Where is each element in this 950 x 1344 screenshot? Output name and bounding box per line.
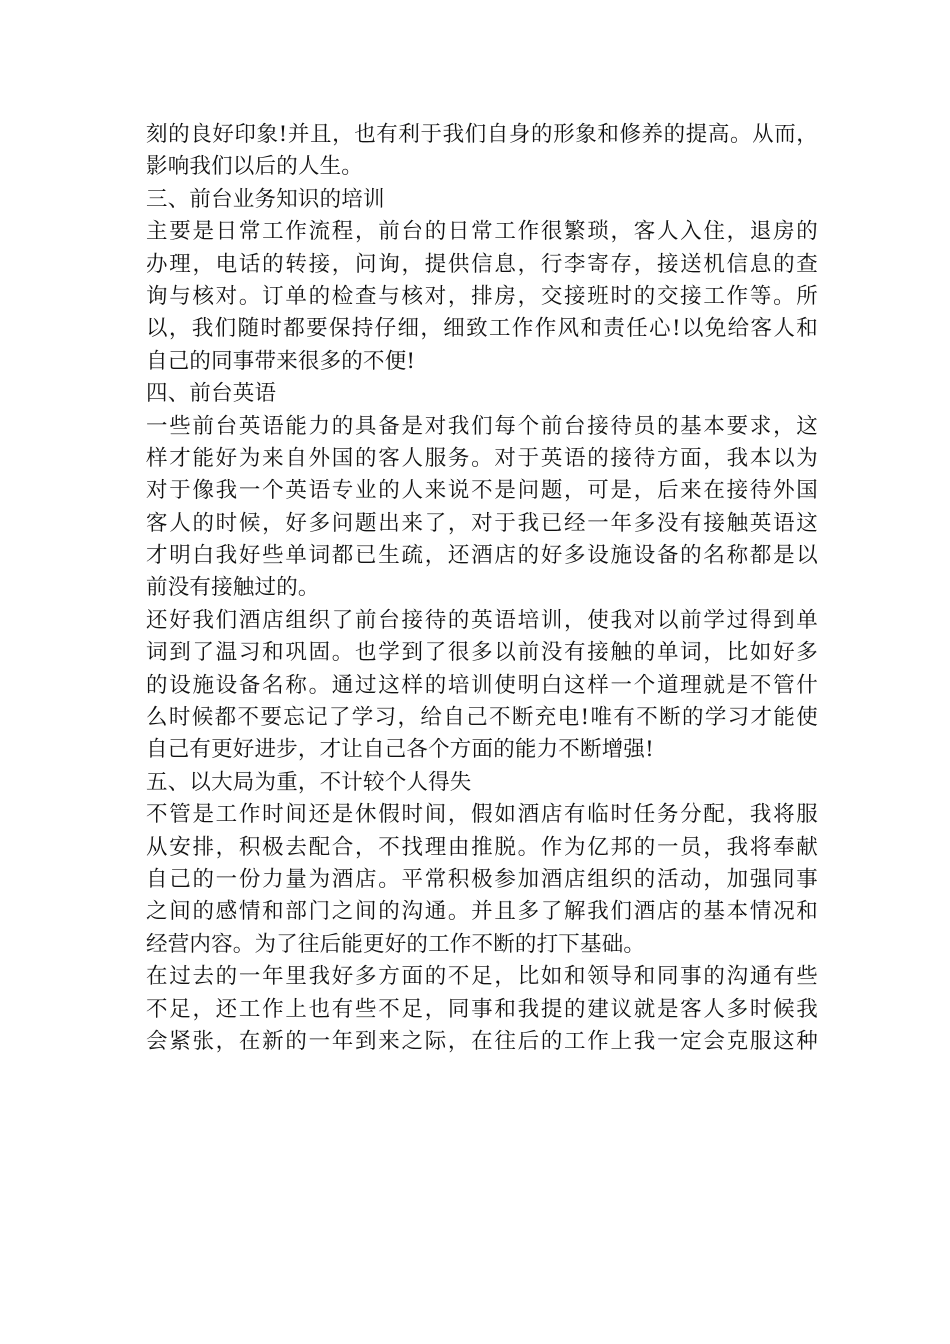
text-line: 客人的时候，好多问题出来了，对于我已经一年多没有接触英语这: [146, 510, 818, 536]
text-line: 还好我们酒店组织了前台接待的英语培训，使我对以前学过得到单: [146, 607, 818, 633]
text-line: 在过去的一年里我好多方面的不足，比如和领导和同事的沟通有些: [146, 964, 818, 990]
text-line: 会紧张，在新的一年到来之际，在往后的工作上我一定会克服这种: [146, 1028, 818, 1054]
body-text: [146, 119, 818, 1058]
text-line: 自己的一份力量为酒店。平常积极参加酒店组织的活动，加强同事: [146, 866, 818, 892]
text-line: 之间的感情和部门之间的沟通。并且多了解我们酒店的基本情况和: [146, 899, 818, 925]
text-line: 前没有接触过的。: [146, 575, 320, 601]
text-line: 询与核对。订单的检查与核对，排房，交接班时的交接工作等。所: [146, 283, 818, 309]
text-line: 样才能好为来自外国的客人服务。对于英语的接待方面，我本以为: [146, 445, 818, 471]
text-line: 的设施设备名称。通过这样的培训使明白这样一个道理就是不管什: [146, 672, 818, 698]
text-line: 自己的同事带来很多的不便!: [146, 348, 416, 374]
text-line: 影响我们以后的人生。: [146, 154, 364, 180]
text-line: 才明白我好些单词都已生疏，还酒店的好多设施设备的名称都是以: [146, 543, 818, 569]
text-line: 一些前台英语能力的具备是对我们每个前台接待员的基本要求，这: [146, 413, 818, 439]
text-line: 三、前台业务知识的培训: [146, 186, 385, 212]
text-line: 对于像我一个英语专业的人来说不是问题，可是，后来在接待外国: [146, 478, 818, 504]
text-line: 办理，电话的转接，问询，提供信息，行李寄存，接送机信息的查: [146, 251, 818, 277]
text-line: 从安排，积极去配合，不找理由推脱。作为亿邦的一员，我将奉献: [146, 834, 818, 860]
text-line: 词到了温习和巩固。也学到了很多以前没有接触的单词，比如好多: [146, 640, 818, 666]
text-line: 刻的良好印象!并且，也有利于我们自身的形象和修养的提高。从而，: [146, 122, 818, 147]
text-line: 经营内容。为了往后能更好的工作不断的打下基础。: [146, 931, 646, 957]
text-line: 不管是工作时间还是休假时间，假如酒店有临时任务分配，我将服: [146, 802, 818, 828]
text-line: 么时候都不要忘记了学习，给自己不断充电!唯有不断的学习才能使: [146, 705, 818, 731]
text-line: 自己有更好进步，才让自己各个方面的能力不断增强!: [146, 737, 654, 763]
text-line: 主要是日常工作流程，前台的日常工作很繁琐，客人入住，退房的: [146, 219, 818, 245]
text-line: 五、以大局为重，不计较个人得失: [146, 769, 472, 795]
text-line: 四、前台英语: [146, 381, 277, 407]
text-line: 以，我们随时都要保持仔细，细致工作作风和责任心!以免给客人和: [146, 316, 818, 342]
text-line: 不足，还工作上也有些不足，同事和我提的建议就是客人多时候我: [146, 996, 818, 1022]
